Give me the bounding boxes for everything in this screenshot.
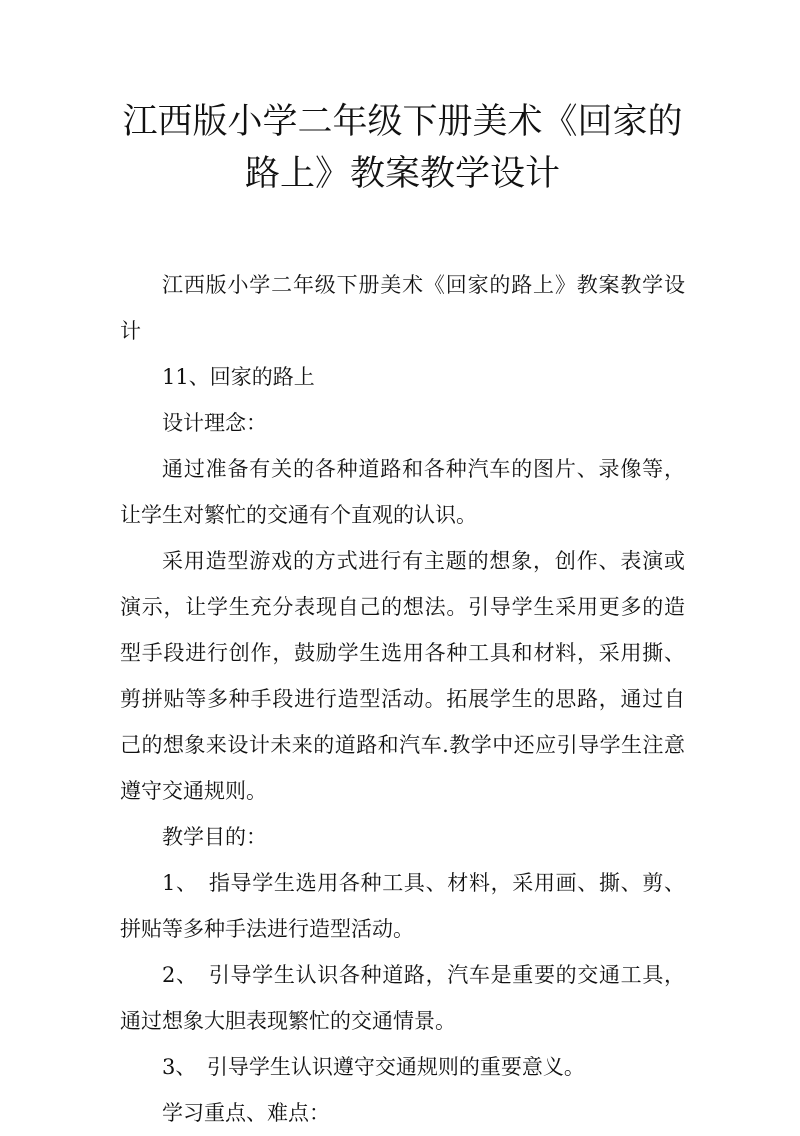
paragraph-method: 采用造型游戏的方式进行有主题的想象，创作、表演或演示，让学生充分表现自己的想法。引导学生采用更多的造型手段进行创作，鼓励学生选用各种工具和材料，采用撕、剪拼贴等多种手段进行造型活动。拓展学生的思路，通过自己的想象来设计未来的道路和汽车.教学中还应引导学生注意遵守交通规则。 bbox=[120, 549, 685, 803]
paragraph-intro: 江西版小学二年级下册美术《回家的路上》教案教学设计 bbox=[120, 273, 685, 343]
objective-item-1: 1、 指导学生选用各种工具、材料，采用画、撕、剪、拼贴等多种手法进行造型活动。 bbox=[120, 871, 685, 941]
section-heading-objectives: 教学目的： bbox=[162, 825, 267, 849]
document-title: 江西版小学二年级下册美术《回家的路上》教案教学设计 bbox=[122, 102, 683, 194]
objective-item-2: 2、 引导学生认识各种道路，汽车是重要的交通工具，通过想象大胆表现繁忙的交通情景。 bbox=[120, 963, 685, 1033]
paragraph-preparation: 通过准备有关的各种道路和各种汽车的图片、录像等，让学生对繁忙的交通有个直观的认识。 bbox=[120, 457, 685, 527]
lesson-heading: 11、回家的路上 bbox=[162, 365, 315, 389]
document-body bbox=[120, 262, 685, 1136]
section-heading-key-points: 学习重点、难点： bbox=[162, 1101, 330, 1125]
section-heading-design-concept: 设计理念： bbox=[162, 411, 267, 435]
objective-item-3: 3、 引导学生认识遵守交通规则的重要意义。 bbox=[162, 1055, 585, 1079]
